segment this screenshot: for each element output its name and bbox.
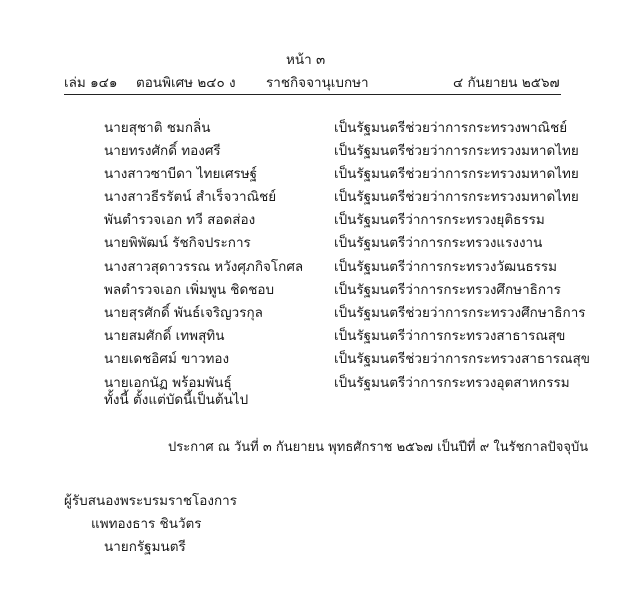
page-number: หน้า ๓: [286, 52, 326, 68]
minister-name: นายสุรศักดิ์ พันธ์เจริญวรกุล: [104, 305, 263, 321]
appointment-row: [0, 301, 618, 325]
minister-position: เป็นรัฐมนตรีช่วยว่าการกระทรวงศึกษาธิการ: [334, 305, 586, 321]
minister-position: เป็นรัฐมนตรีช่วยว่าการกระทรวงพาณิชย์: [334, 120, 568, 136]
minister-position: เป็นรัฐมนตรีว่าการกระทรวงศึกษาธิการ: [334, 282, 561, 298]
signatory-name: แพทองธาร ชินวัตร: [91, 516, 202, 532]
minister-position: เป็นรัฐมนตรีช่วยว่าการกระทรวงมหาดไทย: [334, 189, 579, 205]
minister-name: นายเดชอิศม์ ขาวทอง: [104, 351, 230, 367]
effective-clause: ทั้งนี้ ตั้งแต่บัดนี้เป็นต้นไป: [104, 392, 249, 408]
minister-position: เป็นรัฐมนตรีช่วยว่าการกระทรวงมหาดไทย: [334, 166, 579, 182]
appointment-row: [0, 324, 618, 348]
special-section: ตอนพิเศษ ๒๔๐ ง: [136, 75, 236, 91]
volume-number: เล่ม ๑๔๑: [64, 75, 118, 91]
minister-name: นายทรงศักดิ์ ทองศรี: [104, 143, 221, 159]
minister-position: เป็นรัฐมนตรีว่าการกระทรวงยุติธรรม: [334, 212, 545, 228]
appointment-row: [0, 255, 618, 279]
minister-name: นายเอกนัฏ พร้อมพันธุ์: [104, 375, 232, 391]
minister-name: พลตำรวจเอก เพิ่มพูน ชิดชอบ: [104, 282, 275, 298]
appointment-row: [0, 208, 618, 232]
minister-name: นายสมศักดิ์ เทพสุทิน: [104, 328, 225, 344]
minister-name: นายสุชาติ ชมกลิ่น: [104, 120, 211, 136]
appointment-row: [0, 371, 618, 395]
appointment-row: [0, 347, 618, 371]
announcement-date: ประกาศ ณ วันที่ ๓ กันยายน พุทธศักราช ๒๕๖๗ เป็นปีที่ ๙ ในรัชกาลปัจจุบัน: [168, 440, 589, 455]
minister-position: เป็นรัฐมนตรีช่วยว่าการกระทรวงมหาดไทย: [334, 143, 579, 159]
minister-position: เป็นรัฐมนตรีว่าการกระทรวงแรงงาน: [334, 235, 543, 251]
minister-position: เป็นรัฐมนตรีช่วยว่าการกระทรวงสาธารณสุข: [334, 351, 590, 367]
minister-position: เป็นรัฐมนตรีว่าการกระทรวงวัฒนธรรม: [334, 259, 558, 275]
appointment-row: [0, 278, 618, 302]
appointment-row: [0, 139, 618, 163]
minister-name: พันตำรวจเอก ทวี สอดส่อง: [104, 212, 256, 228]
signatory-title: นายกรัฐมนตรี: [104, 539, 186, 555]
appointment-row: [0, 162, 618, 186]
appointment-row: [0, 185, 618, 209]
minister-name: นายพิพัฒน์ รัชกิจประการ: [104, 235, 251, 251]
minister-name: นางสาวสุดาวรรณ หวังศุภกิจโกศล: [104, 259, 304, 275]
appointment-row: [0, 116, 618, 140]
minister-name: นางสาวธีรรัตน์ สำเร็จวาณิชย์: [104, 189, 277, 205]
publication-date: ๔ กันยายน ๒๕๖๗: [453, 75, 560, 91]
appointment-row: [0, 231, 618, 255]
header-divider: [64, 94, 561, 95]
gazette-title: ราชกิจจานุเบกษา: [266, 75, 369, 91]
countersign-label: ผู้รับสนองพระบรมราชโองการ: [64, 493, 237, 509]
minister-name: นางสาวซาบีดา ไทยเศรษฐ์: [104, 166, 258, 182]
minister-position: เป็นรัฐมนตรีว่าการกระทรวงสาธารณสุข: [334, 328, 566, 344]
minister-position: เป็นรัฐมนตรีว่าการกระทรวงอุตสาหกรรม: [334, 375, 570, 391]
